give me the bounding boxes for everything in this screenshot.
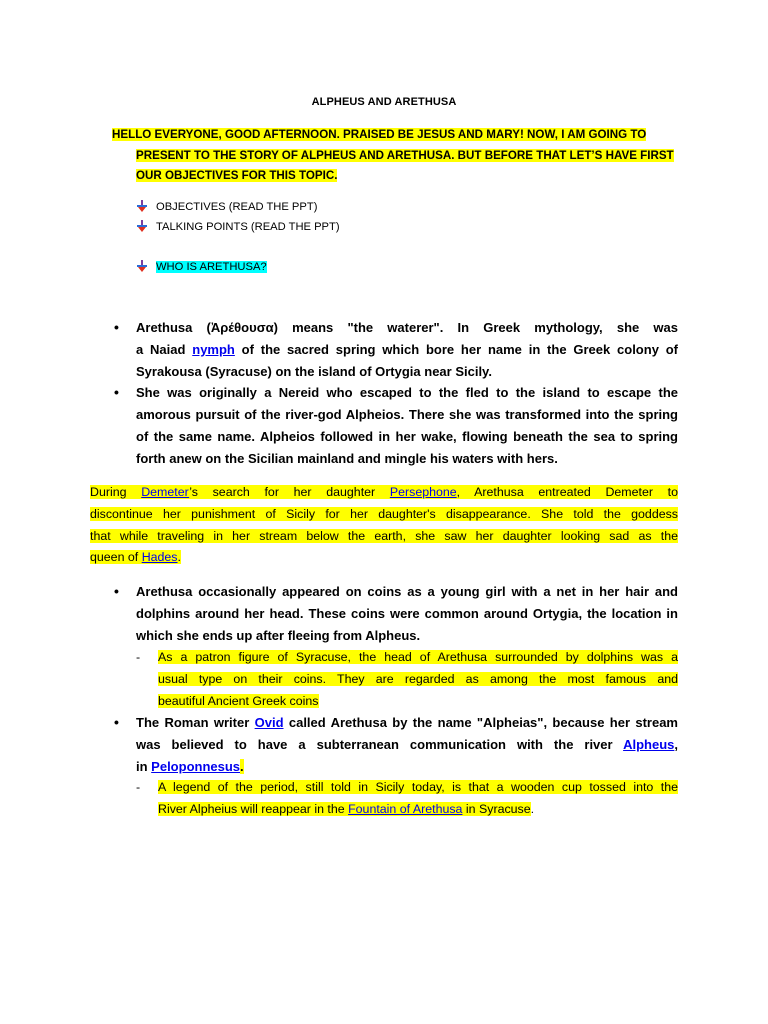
bullet-item-coins: [114, 581, 678, 646]
arrow-item-label: WHO IS ARETHUSA?: [156, 261, 267, 273]
nymph-link[interactable]: nymph: [192, 341, 235, 357]
arrow-item-objectives: [136, 197, 340, 217]
sub-item-legend: - A legend of the period, still told in Sicily today, is that a wooden cup tossed into the River Alpheius will reappear in the Fountain of Arethusa in Syracuse.: [136, 777, 678, 821]
para-line-4: queen of Hades.: [90, 550, 181, 565]
bullet-text: was believed to have a subterranean communication with the river Alpheus,: [136, 736, 678, 752]
bullet-item-arethusa-meaning: [114, 317, 678, 382]
bullet-text: dolphins around her head. These coins were common around Ortygia, the location in: [136, 605, 678, 621]
bullet-text: She was originally a Nereid who escaped to the fled to the island to escape the: [136, 385, 678, 401]
arrow-down-icon: [136, 200, 148, 212]
bullet-item-nereid: [114, 382, 678, 469]
bullet-glyph: •: [114, 583, 119, 599]
intro-line-2: PRESENT TO THE STORY OF ALPHEUS AND ARETHUSA. BUT BEFORE THAT LET’S HAVE FIRST: [136, 148, 674, 162]
dash-glyph: -: [136, 650, 141, 664]
para-line-2: discontinue her punishment of Sicily for her daughter's disappearance. She told the goddess: [90, 506, 678, 521]
document-title: ALPHEUS AND ARETHUSA: [311, 96, 457, 108]
arrow-list: [136, 197, 340, 237]
sub-text: usual type on their coins. They are regarded as among the most famous and: [158, 671, 678, 686]
bullet-list-3: [114, 712, 678, 777]
alpheus-link[interactable]: Alpheus: [623, 736, 675, 752]
sub-text: As a patron figure of Syracuse, the head of Arethusa surrounded by dolphins was a: [158, 650, 678, 664]
intro-line-3: OUR OBJECTIVES FOR THIS TOPIC.: [136, 169, 338, 182]
arrow-item-label: TALKING POINTS (READ THE PPT): [156, 221, 340, 233]
sub-text: beautiful Ancient Greek coins: [158, 693, 319, 708]
peloponnesus-link[interactable]: Peloponnesus: [151, 758, 241, 774]
bullet-text: forth anew on the Sicilian mainland and mingle his waters with hers.: [136, 450, 558, 466]
bullet-text: which she ends up after fleeing from Alpheus.: [136, 627, 421, 643]
sub-item-patron-figure: [136, 647, 678, 712]
para-line-1: During Demeter’s search for her daughter Persephone, Arethusa entreated Demeter to: [90, 485, 678, 499]
arrow-item-talking-points: [136, 217, 340, 237]
hades-link[interactable]: Hades: [141, 550, 178, 565]
bullet-item-ovid: [114, 712, 678, 777]
intro-line-1: HELLO EVERYONE, GOOD AFTERNOON. PRAISED BE JESUS AND MARY! NOW, I AM GOING TO: [112, 128, 647, 141]
sub-text: River Alpheius will reappear in the Fountain of Arethusa in Syracuse: [158, 801, 531, 816]
bullet-text: The Roman writer Ovid called Arethusa by the name "Alpheias", because her stream: [136, 715, 678, 730]
persephone-link[interactable]: Persephone: [389, 485, 457, 499]
bullet-text: a Naiad nymph of the sacred spring which bore her name in the Greek colony of: [136, 341, 678, 357]
demeter-paragraph: [90, 482, 678, 569]
arrow-item-who-is-arethusa: [136, 257, 267, 277]
demeter-link[interactable]: Demeter: [141, 485, 190, 499]
fountain-of-arethusa-link[interactable]: Fountain of Arethusa: [348, 801, 463, 816]
bullet-text: Arethusa (Ἀρέθουσα) means "the waterer". In Greek mythology, she was: [136, 320, 678, 335]
bullet-text: Syrakousa (Syracuse) on the island of Ortygia near Sicily.: [136, 363, 492, 379]
bullet-glyph: •: [114, 714, 119, 730]
arrow-list-2: [136, 257, 267, 277]
bullet-text: of the same name. Alpheios followed in her wake, flowing beneath the sea to spring: [136, 428, 678, 444]
arrow-item-label: OBJECTIVES (READ THE PPT): [156, 201, 318, 213]
para-line-3: that while traveling in her stream below the earth, she saw her daughter looking sad as the: [90, 528, 678, 543]
bullet-text: in Peloponnesus.: [136, 758, 244, 774]
bullet-glyph: •: [114, 319, 119, 335]
bullet-text: amorous pursuit of the river-god Alpheios. There she was transformed into the spring: [136, 407, 678, 423]
ovid-link[interactable]: Ovid: [254, 715, 284, 730]
arrow-down-icon: [136, 260, 148, 272]
sub-text: A legend of the period, still told in Sicily today, is that a wooden cup tossed into the: [158, 780, 678, 794]
bullet-list-2: [114, 581, 678, 646]
bullet-list-1: [114, 317, 678, 470]
arrow-down-icon: [136, 220, 148, 232]
bullet-glyph: •: [114, 384, 119, 401]
bullet-text: Arethusa occasionally appeared on coins as a young girl with a net in her hair and: [136, 584, 678, 599]
dash-glyph: -: [136, 780, 141, 794]
intro-paragraph: [112, 125, 678, 187]
